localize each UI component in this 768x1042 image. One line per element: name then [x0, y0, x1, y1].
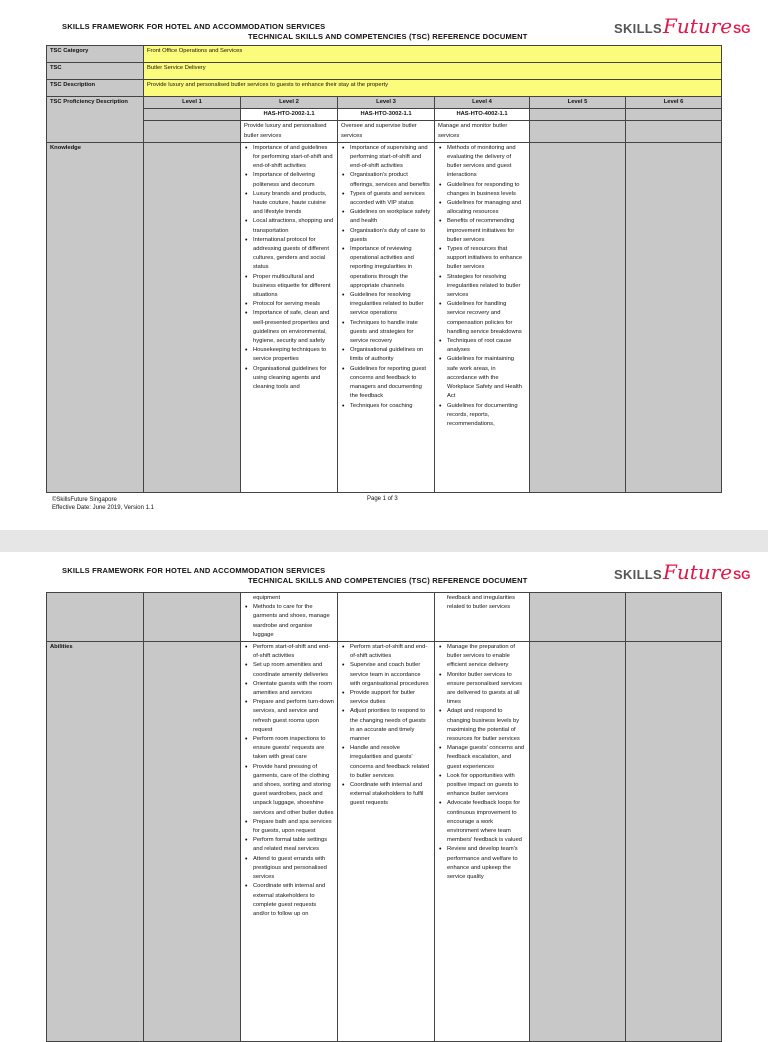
bullet-item: • Perform start-of-shift and end-of-shift activities — [350, 643, 431, 661]
bullet-item: • Techniques for coaching — [350, 402, 431, 411]
bullet-item: • Prepare bath and spa services for guests, upon request — [253, 818, 334, 836]
bullet-item: • Local attractions, shopping and transportation — [253, 217, 334, 235]
level-3-proficiency: Oversee and supervise butler services — [338, 121, 435, 142]
bullet-item: • Types of resources that support initiatives to enhance butler services — [447, 245, 526, 273]
bullet-item: • Review and develop team's performance and welfare to enhance and upkeep the service quality — [447, 845, 526, 882]
bullet-item: • Proper multicultural and business etiquette for different situations — [253, 273, 334, 301]
bullet-item: • Types of guests and services accorded with VIP status — [350, 190, 431, 208]
bullet-item: • Guidelines for resolving irregularities related to butler service operations — [350, 291, 431, 319]
level-6-code — [626, 109, 722, 121]
tsc-table-continued — [46, 592, 722, 1042]
bullet-item: • Importance of reviewing operational activities and reporting irregularities in operations through the appropriate channels — [350, 245, 431, 291]
abilities-level-2 — [241, 642, 338, 1042]
abilities-level-4 — [435, 642, 530, 1042]
knowledge-level-1 — [144, 142, 241, 492]
bullet-item: • Coordinate with internal and external stakeholders to complete guest requests and/or to follow up on — [253, 882, 334, 919]
bullet-item: • Guidelines for responding to changes in business levels — [447, 181, 526, 199]
skillsfuture-logo: SKILLS Future SG — [614, 14, 751, 38]
framework-title: SKILLS FRAMEWORK FOR HOTEL AND ACCOMMODATION SERVICES — [62, 22, 326, 31]
bullet-item: • Orientate guests with the room amenities and services — [253, 680, 334, 698]
bullet-item: • Advocate feedback loops for continuous improvement to encourage a work environment where team members' feedback is valued — [447, 799, 526, 845]
tsc-value: Butler Service Delivery — [144, 63, 722, 80]
bullet-item: • Provide support for butler service duties — [350, 689, 431, 707]
bullet-item: • Methods of monitoring and evaluating the delivery of butler services and guest interactions — [447, 144, 526, 181]
knowledge-cont-level-6 — [626, 593, 722, 642]
bullet-item: • Guidelines for managing and allocating resources — [447, 199, 526, 217]
bullet-item: • Perform room inspections to ensure guests' requests are taken with great care — [253, 735, 334, 763]
bullet-item: • Techniques to handle irate guests and strategies for service recovery — [350, 319, 431, 347]
knowledge-cont-level-1 — [144, 593, 241, 642]
level-6-header: Level 6 — [626, 97, 722, 109]
bullet-item: • Importance of and guidelines for performing start-of-shift and end-of-shift activities — [253, 144, 334, 172]
knowledge-level-3 — [338, 142, 435, 492]
bullet-item: • Housekeeping techniques to service properties — [253, 346, 334, 364]
knowledge-cont-level-5 — [530, 593, 626, 642]
bullet-item: • Strategies for resolving irregularities related to butler services — [447, 273, 526, 301]
abilities-level-6 — [626, 642, 722, 1042]
tsc-label: TSC — [47, 63, 144, 80]
bullet-item: • Organisation's duty of care to guests — [350, 227, 431, 245]
page-2 — [0, 552, 768, 1024]
bullet-item: • Methods to care for the garments and shoes, manage wardrobe and organise luggage — [253, 603, 334, 640]
knowledge-cont-level-4: feedback and irregularities related to butler services — [435, 593, 530, 642]
bullet-item: • Luxury brands and products, haute couture, haute cuisine and lifestyle trends — [253, 190, 334, 218]
copyright-text: ©SkillsFuture Singapore — [52, 497, 117, 503]
level-5-proficiency — [530, 121, 626, 142]
bullet-item: • Perform formal table settings and related meal services — [253, 836, 334, 854]
tsc-description-label: TSC Description — [47, 80, 144, 97]
knowledge-label: Knowledge — [47, 142, 144, 492]
abilities-level-1 — [144, 642, 241, 1042]
effective-date: Effective Date: June 2019, Version 1.1 — [52, 505, 154, 511]
bullet-item: • Prepare and perform turn-down services, and service and refresh guest rooms upon request — [253, 698, 334, 735]
level-5-header: Level 5 — [530, 97, 626, 109]
bullet-item: • Importance of safe, clean and well-presented properties and guidelines on environmental, hygiene, security and safety — [253, 309, 334, 346]
knowledge-level-4 — [435, 142, 530, 492]
bullet-item: • Importance of delivering politeness and decorum — [253, 171, 334, 189]
bullet-item: • Coordinate with internal and external stakeholders to fulfil guest requests — [350, 781, 431, 809]
bullet-item: • Organisational guidelines for using cleaning agents and cleaning tools and — [253, 365, 334, 393]
bullet-item: • Organisational guidelines on limits of authority — [350, 346, 431, 364]
level-4-header: Level 4 — [435, 97, 530, 109]
tsc-table — [46, 45, 722, 493]
level-2-proficiency: Provide luxury and personalised butler services — [241, 121, 338, 142]
bullet-item: • Supervise and coach butler service team in accordance with organisational procedures — [350, 661, 431, 689]
level-4-code: HAS-HTO-4002-1.1 — [435, 109, 530, 121]
bullet-item: • Guidelines on workplace safety and health — [350, 208, 431, 226]
bullet-item: • Guidelines for reporting guest concerns and feedback to managers and documenting the feedback — [350, 365, 431, 402]
footer-left — [52, 496, 154, 512]
bullet-item: • Techniques of root cause analyses — [447, 337, 526, 355]
abilities-level-3 — [338, 642, 435, 1042]
knowledge-level-6 — [626, 142, 722, 492]
bullet-item: • Benefits of recommending improvement initiatives for butler services — [447, 217, 526, 245]
bullet-item: • Set up room amenities and coordinate amenity deliveries — [253, 661, 334, 679]
knowledge-level-5 — [530, 142, 626, 492]
bullet-item: • Adjust priorities to respond to the changing needs of guests in an accurate and timely manner — [350, 707, 431, 744]
bullet-item: • Attend to guest errands with prestigious and personalised services — [253, 855, 334, 883]
tsc-category-value: Front Office Operations and Services — [144, 46, 722, 63]
bullet-item: • Organisation's product offerings, services and benefits — [350, 171, 431, 189]
bullet-item: • Provide hand pressing of garments, care of the clothing and shoes, sorting and storing guest wardrobes, pack and unpack luggage, shoeshine services and other butler duties — [253, 763, 334, 818]
level-2-header: Level 2 — [241, 97, 338, 109]
knowledge-label-cont — [47, 593, 144, 642]
knowledge-cont-level-3 — [338, 593, 435, 642]
knowledge-level-2 — [241, 142, 338, 492]
skillsfuture-logo-p2: SKILLS Future SG — [614, 560, 751, 584]
bullet-item: • International protocol for addressing guests of different cultures, genders and social status — [253, 236, 334, 273]
framework-title-p2: SKILLS FRAMEWORK FOR HOTEL AND ACCOMMODATION SERVICES — [62, 566, 326, 575]
bullet-item: • Guidelines for handling service recovery and compensation policies for handling service breakdowns — [447, 300, 526, 337]
level-6-proficiency — [626, 121, 722, 142]
tsc-proficiency-label: TSC Proficiency Description — [47, 97, 144, 143]
level-1-code — [144, 109, 241, 121]
level-2-code: HAS-HTO-2002-1.1 — [241, 109, 338, 121]
bullet-item: • Guidelines for documenting records, reports, recommendations, — [447, 402, 526, 430]
bullet-item: • Monitor butler services to ensure personalised services are delivered to guests at all times — [447, 671, 526, 708]
bullet-item: • Importance of supervising and performing start-of-shift and end-of-shift activities — [350, 144, 431, 172]
bullet-item: • Perform start-of-shift and end-of-shift activities — [253, 643, 334, 661]
document-title-p2: TECHNICAL SKILLS AND COMPETENCIES (TSC) REFERENCE DOCUMENT — [248, 576, 528, 585]
page-number: Page 1 of 3 — [367, 496, 398, 502]
bullet-item: • Adapt and respond to changing business levels by maximising the potential of resources for butler services — [447, 707, 526, 744]
level-1-proficiency — [144, 121, 241, 142]
level-5-code — [530, 109, 626, 121]
tsc-category-label: TSC Category — [47, 46, 144, 63]
level-3-header: Level 3 — [338, 97, 435, 109]
level-3-code: HAS-HTO-3002-1.1 — [338, 109, 435, 121]
bullet-item: • Manage guests' concerns and feedback escalation, and guest experiences — [447, 744, 526, 772]
level-4-proficiency: Manage and monitor butler services — [435, 121, 530, 142]
level-1-header: Level 1 — [144, 97, 241, 109]
bullet-item: • Look for opportunities with positive impact on guests to enhance butler services — [447, 772, 526, 800]
tsc-description-value: Provide luxury and personalised butler services to guests to enhance their stay at the property — [144, 80, 722, 97]
document-title: TECHNICAL SKILLS AND COMPETENCIES (TSC) REFERENCE DOCUMENT — [248, 32, 528, 41]
bullet-item: • Protocol for serving meals — [253, 300, 334, 309]
bullet-item: • Guidelines for maintaining safe work areas, in accordance with the Workplace Safety and Health Act — [447, 355, 526, 401]
abilities-label: Abilities — [47, 642, 144, 1042]
bullet-item: • Manage the preparation of butler services to enable efficient service delivery — [447, 643, 526, 671]
bullet-item: • Handle and resolve irregularities and guests' concerns and feedback related to butler services — [350, 744, 431, 781]
abilities-level-5 — [530, 642, 626, 1042]
knowledge-cont-level-2: equipment • Methods to care for the garments and shoes, manage wardrobe and organise luggage — [241, 593, 338, 642]
page-separator — [0, 530, 768, 552]
